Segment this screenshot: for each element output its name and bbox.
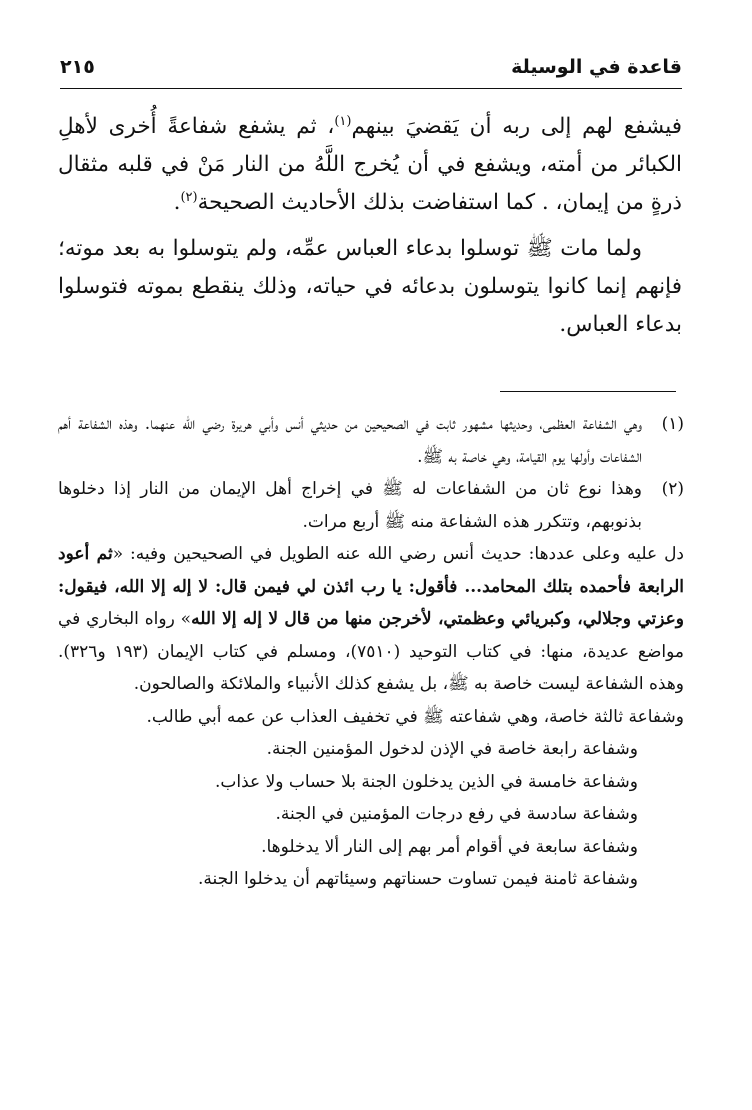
footnote-separator — [500, 391, 676, 392]
footnote-2-text: وهذا نوع ثان من الشفاعات له ﷺ في إخراج أهل الإيمان من النار إذا دخلوها بذنوبهم، وتتكرر هذه الشفاعة منه ﷺ أربع مرات. — [58, 479, 642, 532]
list-item: وشفاعة ثامنة فيمن تساوت حسناتهم وسيئاتهم أن يدخلوا الجنة. — [198, 869, 638, 889]
paragraph-2: ولما مات ﷺ توسلوا بدعاء العباس عمِّه، ولم يتوسلوا به بعد موته؛ فإنهم إنما كانوا يتوسلون بدعائه في حياته، وذلك ينقطع بموته فتوسلوا بدعاء العباس. — [58, 236, 682, 337]
footnote-2-third: وشفاعة ثالثة خاصة، وهي شفاعته ﷺ في تخفيف العذاب عن عمه أبي طالب. — [146, 706, 684, 727]
footnote-2 — [58, 473, 684, 538]
footnote-1 — [58, 408, 684, 473]
list-item: وشفاعة سابعة في أقوام أمر بهم إلى النار ألا يدخلوها. — [261, 836, 638, 857]
page-header — [60, 52, 682, 88]
list-item: وشفاعة رابعة خاصة في الإذن لدخول المؤمنين الجنة. — [266, 739, 638, 759]
p1-text-a: فيشفع لهم إلى ربه أن يَقضيَ بينهم — [351, 114, 682, 139]
list-item: وشفاعة خامسة في الذين يدخلون الجنة بلا حساب ولا عذاب. — [214, 771, 638, 792]
footnotes — [58, 408, 684, 896]
footnote-1-text: وهي الشفاعة العظمى، وحديثها مشهور ثابت في الصحيحين من حديثي أنس وأبي هريرة رضي الله عنهما. وهذه الشفاعة أهم الشفاعات وأولها يوم القيامة، وهي خاصة به ﷺ. — [58, 414, 642, 467]
footnote-2-evidence — [58, 538, 684, 701]
paragraph-1 — [58, 108, 682, 222]
hadith-quote: ثم أعود الرابعة فأحمده بتلك المحامد... فأقول: يا رب ائذن لي فيمن قال: لا إله إلا الله، فيقول: وعزتي وجلالي، وكبريائي وعظمتي، لأخرجن منها من قال لا إله إلا الله — [58, 544, 684, 629]
p1-text-b: ، ثم يشفع شفاعةً أُخرى لأهلِ الكبائر من أمته، ويشفع في أن يُخرج اللَّهُ من النار مَنْ في قلبه مثقال ذرةٍ من إيمان، . كما استفاضت بذلك الأحاديث الصحيحة — [58, 114, 682, 215]
header-rule — [60, 88, 682, 89]
evidence-intro: دل عليه وعلى عددها: حديث أنس رضي الله عنه الطويل في الصحيحين وفيه: « — [112, 544, 685, 564]
running-title: قاعدة في الوسيلة — [511, 56, 682, 78]
footnote-ref-1: (١) — [334, 113, 352, 129]
footnote-ref-2: (٢) — [180, 189, 198, 205]
page-number: ٢١٥ — [60, 56, 95, 78]
main-text — [58, 108, 682, 352]
p1-end: . — [173, 190, 181, 215]
evidence-source: » رواه البخاري في مواضع عديدة، منها: في كتاب التوحيد (٧٥١٠)، ومسلم في كتاب الإيمان (١٩٣ و٣٢٦). وهذه الشفاعة ليست خاصة به ﷺ، بل يشفع كذلك الأنبياء والملائكة والصالحون. — [58, 609, 685, 694]
list-item: وشفاعة سادسة في رفع درجات المؤمنين في الجنة. — [275, 804, 638, 824]
footnote-2-number: (٢) — [661, 479, 684, 499]
footnote-1-number: (١) — [661, 414, 684, 434]
